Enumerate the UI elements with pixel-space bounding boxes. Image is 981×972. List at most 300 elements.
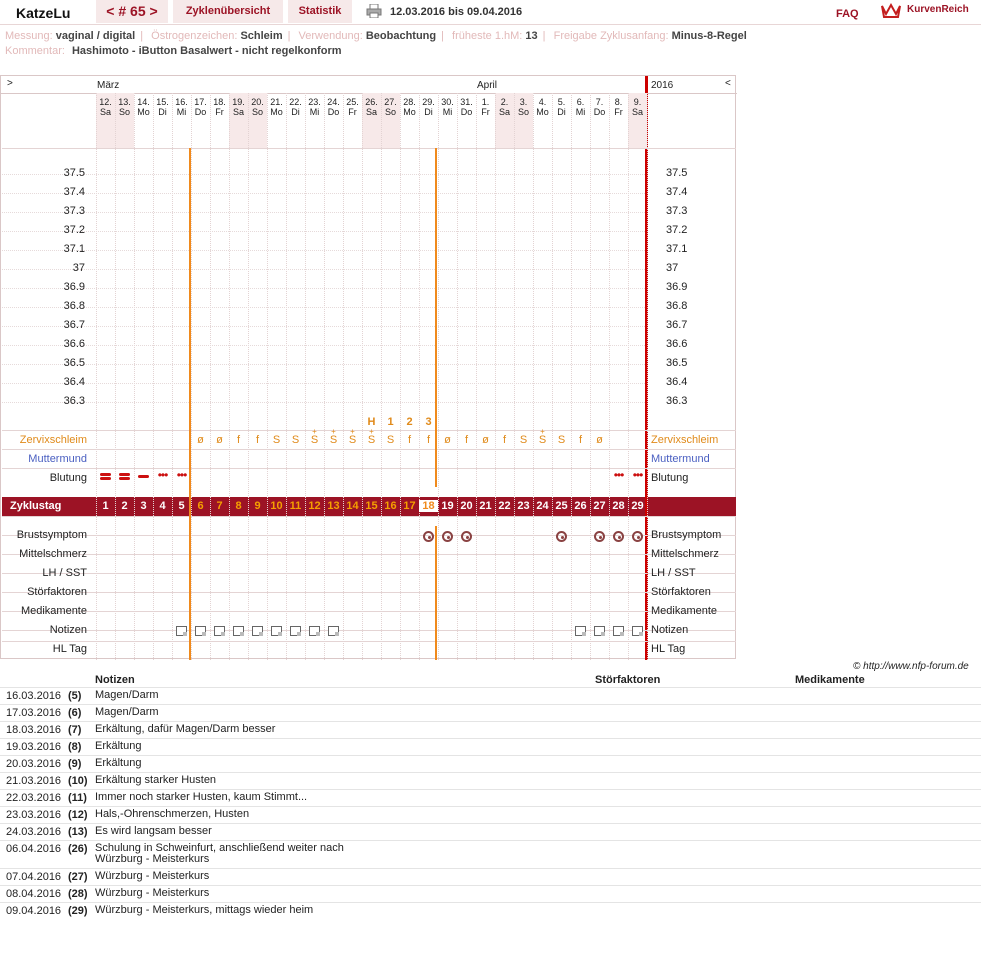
temp-label-left: 36.9 bbox=[63, 281, 85, 293]
temp-gridline bbox=[2, 231, 645, 232]
note-icon[interactable] bbox=[252, 626, 263, 636]
mucus-symbol: S bbox=[519, 434, 528, 446]
day-gridline bbox=[191, 93, 192, 660]
day-gridline bbox=[305, 93, 306, 660]
day-gridline bbox=[495, 93, 496, 660]
day-weekday: Di bbox=[291, 107, 300, 117]
day-gridline bbox=[533, 93, 534, 660]
note-icon[interactable] bbox=[328, 626, 339, 636]
note-icon[interactable] bbox=[632, 626, 643, 636]
mucus-symbol: f bbox=[464, 434, 469, 446]
row-label-blutung: Blutung bbox=[49, 472, 87, 484]
day-gridline bbox=[609, 93, 610, 660]
day-gridline bbox=[438, 93, 439, 660]
notes-row bbox=[0, 789, 981, 807]
temp-label-right: 37.2 bbox=[666, 224, 688, 236]
day-date: 15. bbox=[156, 97, 169, 107]
bleeding-schwach: ••• bbox=[157, 468, 168, 482]
notes-date: 17.03.2016 bbox=[6, 707, 62, 719]
cycle-day-number: 2 bbox=[121, 500, 128, 512]
day-weekday: So bbox=[251, 107, 263, 117]
cycle-day-number: 5 bbox=[178, 500, 185, 512]
temp-gridline bbox=[2, 383, 645, 384]
cover-line-start bbox=[189, 148, 191, 660]
mucus-symbol: + S bbox=[538, 427, 547, 446]
cycle-day-number: 27 bbox=[593, 500, 606, 512]
temp-label-left: 37.4 bbox=[63, 186, 85, 198]
row-label-hltag: HL Tag bbox=[52, 643, 87, 655]
notes-cycle-day: (26) bbox=[68, 843, 88, 855]
day-header bbox=[609, 97, 628, 117]
temp-gridline bbox=[2, 345, 645, 346]
notes-row bbox=[0, 687, 981, 705]
row-separator bbox=[2, 449, 736, 450]
day-date: 3. bbox=[519, 97, 528, 107]
temp-label-left: 37.5 bbox=[63, 167, 85, 179]
day-weekday: So bbox=[118, 107, 130, 117]
cycle-day-number: 26 bbox=[574, 500, 587, 512]
day-gridline bbox=[343, 93, 344, 660]
temp-label-left: 37.2 bbox=[63, 224, 85, 236]
notes-text: Immer noch starker Husten, kaum Stimmt... bbox=[95, 791, 308, 803]
day-date: 13. bbox=[118, 97, 131, 107]
print-icon[interactable] bbox=[366, 4, 382, 18]
top-bar bbox=[0, 0, 981, 25]
cycle-day-number: 6 bbox=[197, 500, 204, 512]
mucus-symbol: f bbox=[578, 434, 583, 446]
hl-marker: 1 bbox=[387, 416, 394, 428]
bleeding-schwach: ••• bbox=[176, 468, 187, 482]
day-weekday: So bbox=[517, 107, 529, 117]
breast-symptom-icon[interactable] bbox=[556, 531, 567, 542]
temp-label-right: 37 bbox=[666, 262, 679, 274]
row-label-lh: LH / SST bbox=[42, 567, 87, 579]
day-date: 29. bbox=[422, 97, 435, 107]
cycle-day-number: 17 bbox=[403, 500, 416, 512]
day-header bbox=[153, 97, 172, 117]
day-weekday: Mi bbox=[442, 107, 453, 117]
row-label-right-notizen: Notizen bbox=[651, 624, 689, 636]
cycle-chart bbox=[0, 75, 736, 659]
faq-link[interactable]: FAQ bbox=[836, 8, 859, 20]
temp-gridline bbox=[2, 250, 645, 251]
row-separator bbox=[2, 516, 736, 517]
temp-label-left: 36.3 bbox=[63, 395, 85, 407]
temp-label-right: 36.8 bbox=[666, 300, 688, 312]
day-weekday: Fr bbox=[215, 107, 224, 117]
day-header bbox=[552, 97, 571, 117]
row-label-right-hltag: HL Tag bbox=[651, 643, 686, 655]
notes-row bbox=[0, 840, 981, 869]
row-separator bbox=[2, 573, 736, 574]
note-icon[interactable] bbox=[290, 626, 301, 636]
day-gridline bbox=[324, 93, 325, 660]
day-date: 18. bbox=[213, 97, 226, 107]
mucus-symbol: f bbox=[426, 434, 431, 446]
notes-header-notizen: Notizen bbox=[95, 674, 135, 686]
cycle-day-number: 3 bbox=[140, 500, 147, 512]
day-header bbox=[400, 97, 419, 117]
day-gridline bbox=[172, 93, 173, 660]
notes-text: Erkältung bbox=[95, 757, 142, 769]
cover-line-end-lower bbox=[435, 526, 437, 660]
notes-text: Es wird langsam besser bbox=[95, 825, 212, 837]
notes-cycle-day: (5) bbox=[68, 690, 82, 702]
day-header bbox=[267, 97, 286, 117]
day-weekday: Mi bbox=[575, 107, 586, 117]
note-icon[interactable] bbox=[613, 626, 624, 636]
notes-text: Erkältung starker Husten bbox=[95, 774, 217, 786]
note-icon[interactable] bbox=[176, 626, 187, 636]
day-header bbox=[590, 97, 609, 117]
day-date: 28. bbox=[403, 97, 416, 107]
day-header bbox=[381, 97, 400, 117]
bleeding-stark bbox=[115, 472, 134, 481]
day-weekday: Di bbox=[158, 107, 167, 117]
notes-date: 23.03.2016 bbox=[6, 809, 62, 821]
row-label-zervixschleim: Zervixschleim bbox=[19, 434, 87, 446]
breast-symptom-icon[interactable] bbox=[613, 531, 624, 542]
day-date: 24. bbox=[327, 97, 340, 107]
temp-label-right: 37.1 bbox=[666, 243, 688, 255]
day-header bbox=[438, 97, 457, 117]
mucus-symbol: f bbox=[502, 434, 507, 446]
day-date: 6. bbox=[576, 97, 585, 107]
credit-link[interactable]: © http://www.nfp-forum.de bbox=[853, 661, 969, 672]
notes-date: 07.04.2016 bbox=[6, 871, 62, 883]
mucus-symbol: S bbox=[557, 434, 566, 446]
day-date: 12. bbox=[99, 97, 112, 107]
mucus-symbol: ø bbox=[482, 434, 489, 446]
day-header bbox=[172, 97, 191, 117]
mucus-symbol: ø bbox=[197, 434, 204, 446]
row-label-right-muttermund: Muttermund bbox=[651, 453, 710, 465]
day-weekday: Do bbox=[460, 107, 473, 117]
note-icon[interactable] bbox=[214, 626, 225, 636]
day-header bbox=[343, 97, 362, 117]
breast-symptom-icon[interactable] bbox=[594, 531, 605, 542]
info-line-1: Messung: vaginal / digital | Östrogenzeichen: Schleim | Verwendung: Beobachtung | früheste 1.hM: 13 | Freigabe Zyklusanfang: Minus-8-Regel bbox=[5, 30, 747, 42]
notes-header-medikamente: Medikamente bbox=[795, 674, 865, 686]
day-header bbox=[191, 97, 210, 117]
cycle-day-number: 14 bbox=[346, 500, 359, 512]
temp-label-left: 37 bbox=[72, 262, 85, 274]
notes-text: Würzburg - Meisterkurs bbox=[95, 887, 210, 899]
temp-label-left: 36.4 bbox=[63, 376, 85, 388]
breast-symptom-icon[interactable] bbox=[442, 531, 453, 542]
cycle-day-number: 15 bbox=[365, 500, 378, 512]
mucus-symbol: f bbox=[236, 434, 241, 446]
temp-label-right: 37.5 bbox=[666, 167, 688, 179]
day-weekday: So bbox=[384, 107, 396, 117]
notes-text: Schulung in Schweinfurt, anschließend weiter nach Würzburg - Meisterkurs bbox=[95, 842, 344, 865]
date-range: 12.03.2016 bis 09.04.2016 bbox=[390, 6, 523, 18]
bleeding-stark bbox=[96, 472, 115, 481]
cycle-day-number: 7 bbox=[216, 500, 223, 512]
temp-label-right: 36.6 bbox=[666, 338, 688, 350]
day-weekday: Di bbox=[557, 107, 566, 117]
notes-date: 06.04.2016 bbox=[6, 843, 62, 855]
cycle-day-number: 25 bbox=[555, 500, 568, 512]
notes-text: Erkältung, dafür Magen/Darm besser bbox=[95, 723, 276, 735]
temp-label-right: 36.7 bbox=[666, 319, 688, 331]
row-separator bbox=[2, 630, 736, 631]
day-date: 2. bbox=[500, 97, 509, 107]
notes-row bbox=[0, 868, 981, 886]
row-separator bbox=[2, 468, 736, 469]
notes-cycle-day: (7) bbox=[68, 724, 82, 736]
notes-date: 21.03.2016 bbox=[6, 775, 62, 787]
notes-row bbox=[0, 806, 981, 824]
day-header bbox=[476, 97, 495, 117]
day-weekday: Di bbox=[424, 107, 433, 117]
notes-text: Magen/Darm bbox=[95, 706, 159, 718]
notes-cycle-day: (11) bbox=[68, 792, 87, 804]
day-gridline bbox=[115, 93, 116, 660]
day-weekday: Mo bbox=[137, 107, 150, 117]
day-weekday: Fr bbox=[348, 107, 357, 117]
cycle-day-number: 9 bbox=[254, 500, 261, 512]
cycle-navigator[interactable]: < # 65 > bbox=[96, 0, 168, 23]
temp-label-left: 37.1 bbox=[63, 243, 85, 255]
notes-date: 08.04.2016 bbox=[6, 888, 62, 900]
day-date: 9. bbox=[633, 97, 642, 107]
cycle-day-number: 4 bbox=[159, 500, 166, 512]
breast-symptom-icon[interactable] bbox=[423, 531, 434, 542]
day-weekday: Mo bbox=[270, 107, 283, 117]
cycle-day-number: 29 bbox=[631, 500, 644, 512]
mucus-symbol: + S bbox=[367, 427, 376, 446]
notes-row bbox=[0, 721, 981, 739]
row-label-right-blutung: Blutung bbox=[651, 472, 689, 484]
cycle-day-number: 10 bbox=[270, 500, 283, 512]
temp-label-right: 36.3 bbox=[666, 395, 688, 407]
notes-row bbox=[0, 902, 981, 920]
cycle-day-number: 1 bbox=[102, 500, 109, 512]
temp-label-right: 36.9 bbox=[666, 281, 688, 293]
day-header bbox=[533, 97, 552, 117]
mucus-symbol: f bbox=[255, 434, 260, 446]
day-header bbox=[210, 97, 229, 117]
row-label-muttermund: Muttermund bbox=[28, 453, 87, 465]
day-gridline bbox=[381, 93, 382, 660]
day-gridline bbox=[514, 93, 515, 660]
day-date: 31. bbox=[460, 97, 473, 107]
note-icon[interactable] bbox=[233, 626, 244, 636]
day-weekday: Sa bbox=[631, 107, 643, 117]
year-label: 2016 bbox=[651, 80, 674, 91]
notes-date: 20.03.2016 bbox=[6, 758, 62, 770]
day-weekday: Sa bbox=[232, 107, 244, 117]
row-label-notizen: Notizen bbox=[49, 624, 87, 636]
zyklustag-label: Zyklustag bbox=[10, 500, 62, 512]
month-label-maerz: März bbox=[97, 80, 120, 91]
notes-row bbox=[0, 755, 981, 773]
mucus-symbol: S bbox=[291, 434, 300, 446]
temp-label-right: 36.5 bbox=[666, 357, 688, 369]
temp-label-left: 36.6 bbox=[63, 338, 85, 350]
day-weekday: Do bbox=[327, 107, 340, 117]
cycle-day-number: 24 bbox=[536, 500, 549, 512]
temp-label-right: 37.3 bbox=[666, 205, 688, 217]
crown-icon bbox=[880, 2, 902, 20]
note-icon[interactable] bbox=[195, 626, 206, 636]
notes-cycle-day: (6) bbox=[68, 707, 82, 719]
prev-cycle-arrow[interactable]: > bbox=[7, 78, 13, 89]
day-weekday: Mi bbox=[309, 107, 320, 117]
cycle-day-number: 23 bbox=[517, 500, 530, 512]
row-label-right-zervixschleim: Zervixschleim bbox=[651, 434, 719, 446]
mucus-symbol: S bbox=[272, 434, 281, 446]
day-header bbox=[457, 97, 476, 117]
day-gridline bbox=[647, 93, 648, 660]
day-date: 20. bbox=[251, 97, 264, 107]
day-header bbox=[134, 97, 153, 117]
next-cycle-arrow[interactable]: < bbox=[725, 78, 731, 89]
day-gridline bbox=[476, 93, 477, 660]
notes-row bbox=[0, 885, 981, 903]
day-header bbox=[286, 97, 305, 117]
hl-marker: H bbox=[367, 416, 376, 428]
mucus-symbol: + S bbox=[310, 427, 319, 446]
day-weekday: Sa bbox=[365, 107, 377, 117]
row-separator bbox=[2, 592, 736, 593]
temp-gridline bbox=[2, 364, 645, 365]
notes-header-stoerfaktoren: Störfaktoren bbox=[595, 674, 661, 686]
temp-gridline bbox=[2, 288, 645, 289]
day-date: 21. bbox=[270, 97, 283, 107]
day-header bbox=[514, 97, 533, 117]
temp-gridline bbox=[2, 212, 645, 213]
notes-text: Magen/Darm bbox=[95, 689, 159, 701]
day-weekday: Mi bbox=[176, 107, 187, 117]
cycle-day-number: 18 bbox=[419, 500, 438, 512]
temp-gridline bbox=[2, 174, 645, 175]
day-gridline bbox=[134, 93, 135, 660]
note-icon[interactable] bbox=[271, 626, 282, 636]
temp-label-right: 36.4 bbox=[666, 376, 688, 388]
day-date: 5. bbox=[557, 97, 566, 107]
notes-row bbox=[0, 704, 981, 722]
day-weekday: Fr bbox=[614, 107, 623, 117]
temp-label-left: 36.5 bbox=[63, 357, 85, 369]
notes-row bbox=[0, 738, 981, 756]
notes-text: Hals,-Ohrenschmerzen, Husten bbox=[95, 808, 250, 820]
bleeding-mittel bbox=[134, 472, 153, 481]
note-icon[interactable] bbox=[575, 626, 586, 636]
day-date: 22. bbox=[289, 97, 302, 107]
day-date: 26. bbox=[365, 97, 378, 107]
day-header bbox=[248, 97, 267, 117]
temp-gridline bbox=[2, 402, 645, 403]
temp-gridline bbox=[2, 269, 645, 270]
day-weekday: Mo bbox=[536, 107, 549, 117]
mucus-symbol: + S bbox=[329, 427, 338, 446]
row-label-right-stoerfaktoren: Störfaktoren bbox=[651, 586, 711, 598]
note-icon[interactable] bbox=[594, 626, 605, 636]
breast-symptom-icon[interactable] bbox=[461, 531, 472, 542]
temp-label-right: 37.4 bbox=[666, 186, 688, 198]
notes-cycle-day: (29) bbox=[68, 905, 88, 917]
mucus-symbol: + S bbox=[348, 427, 357, 446]
cycle-day-number: 20 bbox=[460, 500, 473, 512]
day-header bbox=[229, 97, 248, 117]
notes-cycle-day: (12) bbox=[68, 809, 88, 821]
tab-zyklenuebersicht[interactable]: Zyklenübersicht bbox=[173, 0, 283, 23]
bleeding-schwach: ••• bbox=[632, 468, 643, 482]
notes-cycle-day: (27) bbox=[68, 871, 88, 883]
day-weekday: Fr bbox=[481, 107, 490, 117]
day-gridline bbox=[590, 93, 591, 660]
day-gridline bbox=[400, 93, 401, 660]
cycle-day-number: 21 bbox=[479, 500, 492, 512]
row-label-brustsymptom: Brustsymptom bbox=[16, 529, 87, 541]
day-date: 30. bbox=[441, 97, 454, 107]
row-label-right-mittelschmerz: Mittelschmerz bbox=[651, 548, 719, 560]
cycle-day-number: 28 bbox=[612, 500, 625, 512]
month-label-april: April bbox=[477, 80, 498, 91]
brand-logo[interactable]: KurvenReich bbox=[907, 4, 969, 15]
day-header bbox=[324, 97, 343, 117]
notes-text: Erkältung bbox=[95, 740, 142, 752]
cycle-day-number: 19 bbox=[441, 500, 454, 512]
temp-label-left: 37.3 bbox=[63, 205, 85, 217]
day-weekday: Mo bbox=[403, 107, 416, 117]
temp-gridline bbox=[2, 193, 645, 194]
notes-cycle-day: (28) bbox=[68, 888, 88, 900]
notes-text: Würzburg - Meisterkurs, mittags wieder heim bbox=[95, 904, 314, 916]
notes-row bbox=[0, 823, 981, 841]
tab-statistik[interactable]: Statistik bbox=[288, 0, 352, 23]
row-label-right-lh: LH / SST bbox=[651, 567, 696, 579]
notes-cycle-day: (8) bbox=[68, 741, 82, 753]
day-header bbox=[571, 97, 590, 117]
breast-symptom-icon[interactable] bbox=[632, 531, 643, 542]
notes-date: 09.04.2016 bbox=[6, 905, 62, 917]
temp-gridline bbox=[2, 326, 645, 327]
notes-cycle-day: (10) bbox=[68, 775, 88, 787]
row-separator bbox=[2, 148, 736, 149]
mucus-symbol: ø bbox=[596, 434, 603, 446]
day-gridline bbox=[153, 93, 154, 660]
day-date: 25. bbox=[346, 97, 359, 107]
notes-date: 16.03.2016 bbox=[6, 690, 62, 702]
mucus-symbol: f bbox=[407, 434, 412, 446]
row-label-right-medikamente: Medikamente bbox=[651, 605, 718, 617]
cycle-day-number: 8 bbox=[235, 500, 242, 512]
cycle-day-number: 16 bbox=[384, 500, 397, 512]
day-gridline bbox=[628, 93, 629, 660]
note-icon[interactable] bbox=[309, 626, 320, 636]
day-header bbox=[305, 97, 324, 117]
day-gridline bbox=[286, 93, 287, 660]
row-label-medikamente: Medikamente bbox=[20, 605, 87, 617]
row-separator bbox=[2, 535, 736, 536]
day-header bbox=[419, 97, 438, 117]
day-date: 27. bbox=[384, 97, 397, 107]
day-gridline bbox=[362, 93, 363, 660]
day-date: 8. bbox=[614, 97, 623, 107]
day-gridline bbox=[96, 93, 97, 660]
day-header bbox=[96, 97, 115, 117]
notes-cycle-day: (9) bbox=[68, 758, 82, 770]
row-separator bbox=[2, 611, 736, 612]
cycle-day-number: 12 bbox=[308, 500, 321, 512]
cover-line-end bbox=[435, 148, 437, 487]
day-weekday: Sa bbox=[498, 107, 510, 117]
row-separator bbox=[2, 641, 736, 642]
day-gridline bbox=[457, 93, 458, 660]
